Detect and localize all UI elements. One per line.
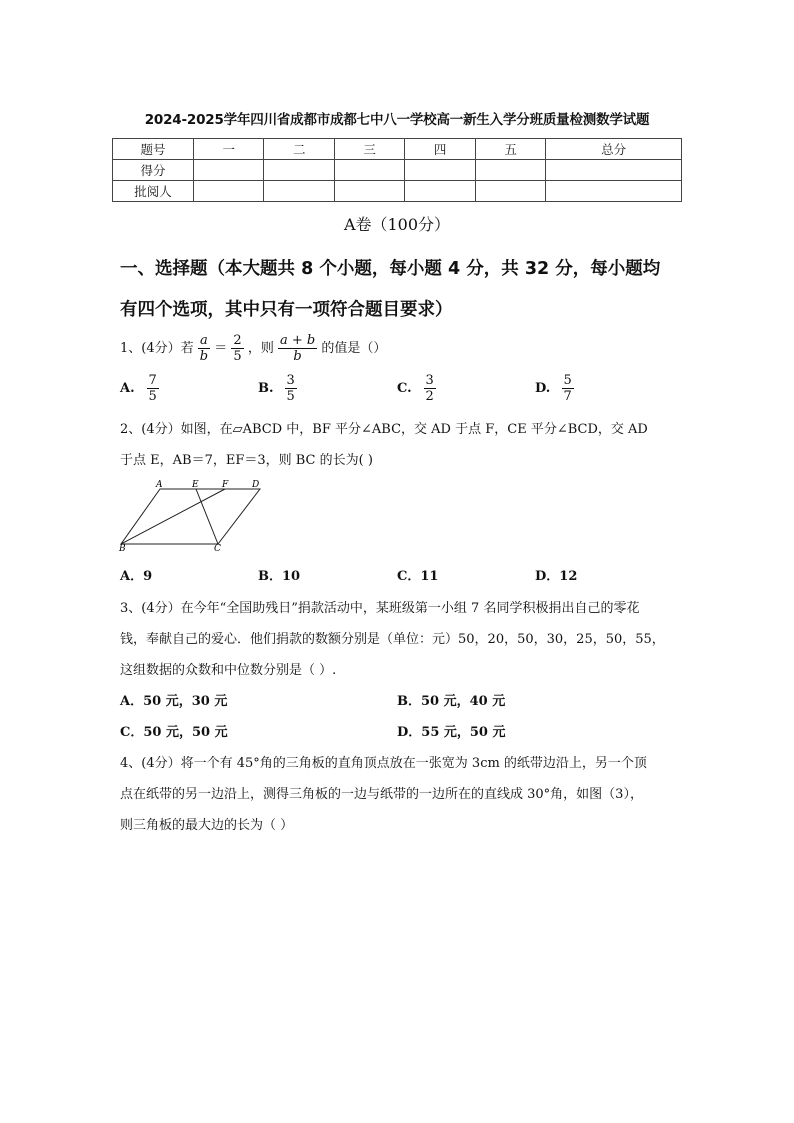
q1-equals: ＝	[214, 341, 228, 356]
q1-option-c[interactable]: C. $\frac{3}{2}$	[397, 373, 434, 404]
q1-option-d[interactable]: D. $\frac{5}{7}$	[535, 373, 572, 404]
fraction-denominator: 5	[286, 389, 295, 404]
label-d: D	[252, 480, 260, 490]
q3-option-c[interactable]: C．50 元，50 元	[120, 725, 228, 740]
reviewer-cell	[475, 181, 545, 202]
label-f: F	[222, 480, 229, 490]
question-3-line1: 3、(4分）在今年“全国助残日”捐款活动中，某班级第一小组 7 名同学积极捐出自己的零花	[120, 601, 640, 616]
score-cell	[475, 160, 545, 181]
header-cell: 三	[334, 139, 404, 160]
fraction-numerator: a + b	[279, 333, 316, 348]
volume-heading: A卷（100分）	[343, 215, 451, 234]
label-c: C	[214, 544, 221, 552]
parallelogram-abcd	[121, 489, 260, 544]
score-cell	[264, 160, 334, 181]
header-cell: 总分	[546, 139, 682, 160]
row-label: 得分	[113, 160, 194, 181]
fraction-numerator: 7	[148, 373, 157, 388]
fraction-numerator: 3	[286, 373, 295, 388]
q3-option-d[interactable]: D．55 元，50 元	[397, 725, 506, 740]
q1-option-a[interactable]: A. $\frac{7}{5}$	[120, 373, 157, 404]
score-cell	[194, 160, 264, 181]
fraction-denominator: 7	[563, 389, 572, 404]
label-b: B	[119, 544, 126, 552]
header-cell: 题号	[113, 139, 194, 160]
section-heading-line2: 有四个选项，其中只有一项符合题目要求）	[120, 300, 453, 320]
exam-title: 2024-2025学年四川省成都市成都七中八一学校高一新生入学分班质量检测数学试题	[144, 112, 650, 128]
reviewer-cell	[264, 181, 334, 202]
score-cell	[546, 160, 682, 181]
header-cell: 二	[264, 139, 334, 160]
row-label: 批阅人	[113, 181, 194, 202]
q2-option-a[interactable]: A．9	[120, 569, 153, 584]
score-table-header-row	[113, 139, 682, 160]
question-4-line1: 4、(4分）将一个有 45°角的三角板的直角顶点放在一张宽为 3cm 的纸带边沿上，另一个顶	[120, 756, 647, 771]
fraction-numerator: 2	[233, 333, 242, 348]
q2-option-d[interactable]: D．12	[535, 569, 578, 584]
fraction-denominator: 5	[148, 389, 157, 404]
q3-option-a[interactable]: A．50 元，30 元	[120, 694, 228, 709]
question-2-line2: 于点 E，AB＝7，EF＝3，则 BC 的长为( )	[120, 453, 373, 468]
q1-fraction-2-over-5	[231, 333, 243, 364]
q2-option-b[interactable]: B．10	[258, 569, 301, 584]
q3-option-b[interactable]: B．50 元，40 元	[397, 694, 506, 709]
reviewer-row	[113, 181, 682, 202]
segment-bf	[121, 489, 225, 544]
q1-option-b[interactable]: B. $\frac{3}{5}$	[258, 373, 295, 404]
question-4-line2: 点在纸带的另一边沿上，测得三角板的一边与纸带的一边所在的直线成 30°角，如图（3），	[120, 787, 643, 802]
header-cell: 一	[194, 139, 264, 160]
q1-fraction-apb-over-b	[278, 333, 317, 364]
reviewer-cell	[546, 181, 682, 202]
reviewer-cell	[334, 181, 404, 202]
question-1	[120, 333, 386, 364]
fraction-denominator: b	[199, 349, 209, 364]
q2-option-c[interactable]: C．11	[397, 569, 439, 584]
fraction-numerator: 3	[425, 373, 434, 388]
label-a: A	[156, 480, 163, 490]
score-table	[112, 138, 682, 202]
q1-suffix: 的值是（）	[321, 341, 387, 356]
question-4-line3: 则三角板的最大边的长为（ ）	[120, 818, 294, 833]
q1-prefix: 1、(4分）若	[120, 341, 194, 356]
score-cell	[405, 160, 475, 181]
parallelogram-figure	[115, 478, 265, 552]
fraction-numerator: 5	[563, 373, 572, 388]
question-3-line2: 钱，奉献自己的爱心．他们捐款的数额分别是（单位：元）50，20，50，30，25，50，55，	[120, 632, 665, 647]
question-3-line3: 这组数据的众数和中位数分别是（ ）.	[120, 663, 337, 678]
fraction-denominator: b	[293, 349, 302, 364]
segment-ce	[196, 489, 218, 544]
reviewer-cell	[405, 181, 475, 202]
score-row	[113, 160, 682, 181]
reviewer-cell	[194, 181, 264, 202]
score-cell	[334, 160, 404, 181]
question-2-line1: 2、(4分）如图，在▱ABCD 中，BF 平分∠ABC，交 AD 于点 F，CE 平分∠BCD，交 AD	[120, 422, 648, 437]
fraction-denominator: 2	[425, 389, 434, 404]
label-e: E	[192, 480, 199, 490]
fraction-numerator: a	[200, 333, 208, 348]
fraction-denominator: 5	[233, 349, 242, 364]
header-cell: 四	[405, 139, 475, 160]
header-cell: 五	[475, 139, 545, 160]
section-heading-line1: 一、选择题（本大题共 8 个小题，每小题 4 分，共 32 分，每小题均	[120, 259, 661, 279]
q1-mid: ，则	[247, 341, 274, 356]
q1-fraction-a-over-b	[198, 333, 210, 364]
